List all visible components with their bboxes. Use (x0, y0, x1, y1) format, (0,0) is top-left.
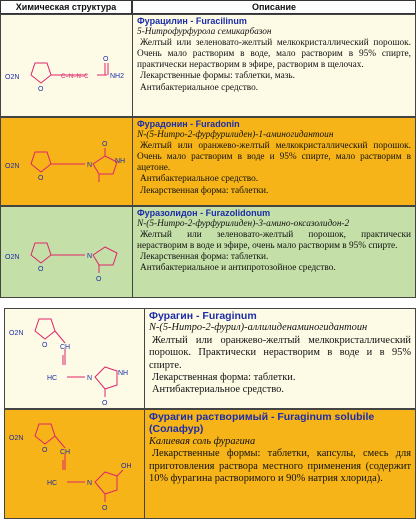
furagin-structure (5, 309, 145, 410)
structure-cell (1, 15, 133, 116)
drug-subtitle: N-(5-Нитро-2-фурфурилиден)-1-аминогидантоин (137, 130, 334, 141)
table-row (4, 409, 416, 519)
drug-action: Антибактериальное средство. (152, 384, 284, 396)
structure-cell (1, 207, 133, 297)
ch-label: CH (60, 449, 71, 456)
nh-label: NH (115, 158, 126, 165)
nh-label: NH (118, 370, 129, 377)
chain-label: C=N–N–C (61, 74, 89, 80)
description-cell (145, 309, 415, 408)
table-row (0, 117, 416, 206)
n-label: N (87, 375, 93, 382)
no2-label: O2N (9, 435, 24, 442)
drug-title: Фуразолидон - Furazolidonum (137, 208, 271, 218)
drug-title: Фурагин растворимый - Furaginum solubile (Солафур) (149, 411, 375, 436)
ch-label: CH (60, 344, 71, 351)
drug-forms: Лекарственная форма: таблетки. (152, 372, 296, 384)
hc-label: HC (47, 375, 58, 382)
structure-cell (1, 118, 133, 205)
o-label: O (102, 400, 108, 407)
furacilin-structure (1, 15, 133, 118)
drug-forms: Лекарственная форма: таблетки. (140, 252, 269, 263)
n-label: N (87, 253, 93, 260)
drug-action: Антибактериальное средство. (140, 174, 259, 185)
description-cell (133, 15, 415, 116)
structure-cell (5, 410, 145, 518)
ring-o-label: O (38, 266, 44, 273)
ring-o-label: O (38, 86, 44, 93)
nh2-label: NH2 (110, 73, 125, 80)
oh-label: OH (121, 463, 132, 470)
header-structure: Химическая структура (0, 0, 132, 14)
drug-description: Желтый или зеленовато-желтый порошок, практически нерастворим в воде и эфире, очень мало растворим в 95% спирте. (137, 230, 411, 252)
no2-label: O2N (5, 163, 20, 170)
drug-forms: Лекарственная форма: таблетки. (140, 185, 269, 196)
drug-description: Желтый или оранжево-желтый мелкокристаллический порошок. Очень мало растворим в воде и 95% спирте, мало растворим в ацетоне. (137, 141, 411, 174)
furagin-solubile-structure (5, 410, 145, 520)
ring-o-label: O (38, 175, 44, 182)
drug-title: Фурацилин - Furacilinum (137, 16, 247, 26)
structure-cell (5, 309, 145, 408)
description-cell (133, 207, 415, 297)
drug-forms: Лекарственные формы: таблетки, мазь. (140, 71, 295, 82)
ring-o-label: O (42, 447, 48, 454)
table-row (0, 14, 416, 117)
furadonin-structure (1, 118, 133, 207)
drug-subtitle: N-(5-Нитро-2-фурфурилиден)-3-амино-оксазолидон-2 (137, 219, 350, 230)
n-label: N (87, 480, 93, 487)
header-description: Описание (132, 0, 416, 14)
furazolidon-structure (1, 207, 133, 299)
drug-description: Желтый или оранжево-желтый мелкокристаллический порошок. Практически нерастворим в воде и в 95% спирте. (149, 334, 411, 371)
ring-o-label: O (42, 342, 48, 349)
drug-title: Фурагин - Furaginum (149, 310, 257, 322)
drug-description: Желтый или зеленовато-желтый мелкокристаллический порошок. Очень мало растворим в воде, мало растворим в 95% спирте, практически нерастворим в эфире, растворим в щелочах. (137, 38, 411, 71)
drug-action: Антибактериальное и антипротозойное средство. (140, 263, 336, 274)
table-header (0, 0, 416, 14)
o-label: O (96, 276, 102, 283)
o-label: O (103, 56, 109, 63)
table-row (4, 308, 416, 409)
table-row (0, 206, 416, 298)
drug-subtitle: N-(5-Нитро-2-фурил)-аллилиденаминогидантоин (149, 322, 368, 334)
description-cell (133, 118, 415, 205)
hc-label: HC (47, 480, 58, 487)
drug-subtitle: 5-Нитрофурфурола семикарбазон (137, 27, 272, 38)
n-label: N (87, 162, 93, 169)
no2-label: O2N (5, 74, 20, 81)
drug-description: Лекарственные формы: таблетки, капсулы, смесь для приготовления раствора местного применения (содержит 10% фурагина растворимого и 90% натрия хлорида). (149, 448, 411, 485)
o-label: O (102, 505, 108, 512)
drug-action: Антибактериальное средство. (140, 82, 259, 93)
no2-label: O2N (5, 254, 20, 261)
no2-label: O2N (9, 330, 24, 337)
o-label: O (102, 141, 108, 148)
drug-subtitle: Калиевая соль фурагина (149, 435, 256, 447)
description-cell (145, 410, 415, 518)
drug-title: Фурадонин - Furadonin (137, 119, 240, 129)
